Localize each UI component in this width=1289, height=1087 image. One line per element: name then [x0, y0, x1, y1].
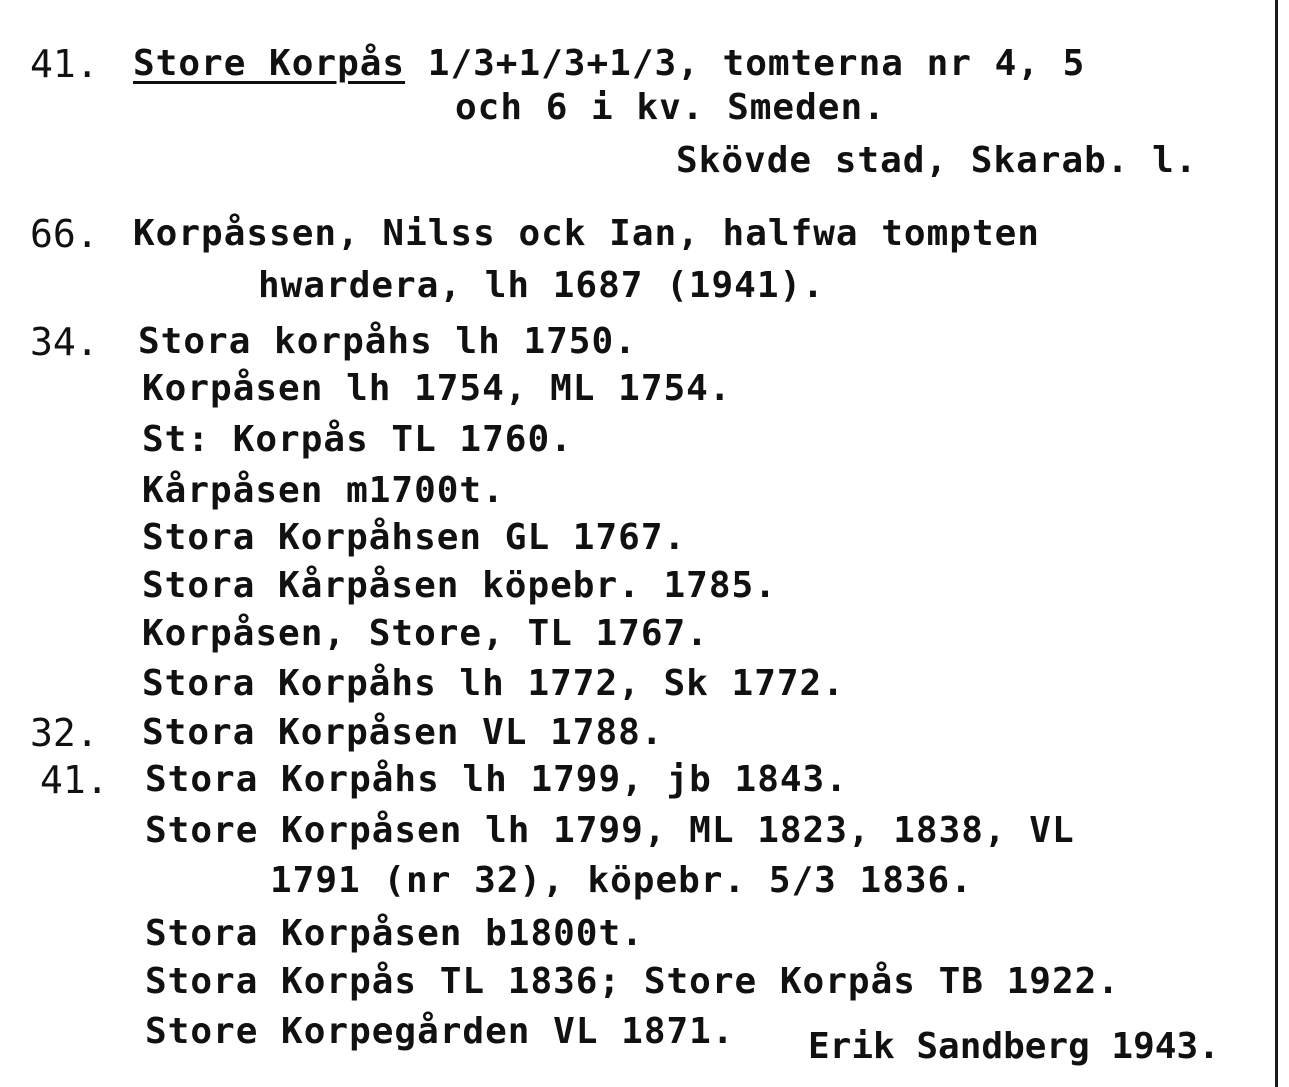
entry-number: 32.	[30, 711, 99, 755]
entry-number: 34.	[30, 320, 99, 364]
entry-line: Stora Kårpåsen köpebr. 1785.	[142, 565, 777, 606]
entry-location: Skövde stad, Skarab. l.	[676, 140, 1198, 181]
entry-line: Store Korpegården VL 1871.	[145, 1011, 735, 1052]
entry-line: Stora Korpåsen VL 1788.	[142, 712, 664, 753]
entry-line	[133, 44, 1085, 84]
entry-line: Stora korpåhs lh 1750.	[138, 321, 637, 362]
place-name-underlined: Store Korpås	[133, 43, 406, 84]
entry-number: 41.	[30, 42, 99, 86]
card-right-edge	[1275, 0, 1278, 1087]
entry-line: Korpåssen, Nilss ock Ian, halfwa tompten	[133, 213, 1040, 254]
entry-line: St: Korpås TL 1760.	[142, 419, 573, 460]
entry-line: och 6 i kv. Smeden.	[455, 87, 886, 128]
entry-line: Kårpåsen m1700t.	[142, 470, 505, 511]
entry-line: 1791 (nr 32), köpebr. 5/3 1836.	[270, 860, 973, 901]
entry-line: Stora Korpås TL 1836; Store Korpås TB 1922.	[145, 961, 1120, 1002]
entry-line: Stora Korpåhs lh 1799, jb 1843.	[145, 759, 848, 800]
entry-line: Korpåsen, Store, TL 1767.	[142, 613, 709, 654]
entry-line: Stora Korpåsen b1800t.	[145, 913, 644, 954]
entry-line: Stora Korpåhsen GL 1767.	[142, 517, 687, 558]
entry-text: 1/3+1/3+1/3, tomterna nr 4, 5	[405, 43, 1086, 84]
entry-line: hwardera, lh 1687 (1941).	[258, 265, 825, 306]
entry-line: Stora Korpåhs lh 1772, Sk 1772.	[142, 663, 845, 704]
author-signature: Erik Sandberg 1943.	[808, 1026, 1220, 1067]
entry-number: 41.	[40, 758, 109, 802]
entry-number: 66.	[30, 212, 99, 256]
entry-line: Store Korpåsen lh 1799, ML 1823, 1838, VL	[145, 810, 1075, 851]
entry-line: Korpåsen lh 1754, ML 1754.	[142, 368, 732, 409]
